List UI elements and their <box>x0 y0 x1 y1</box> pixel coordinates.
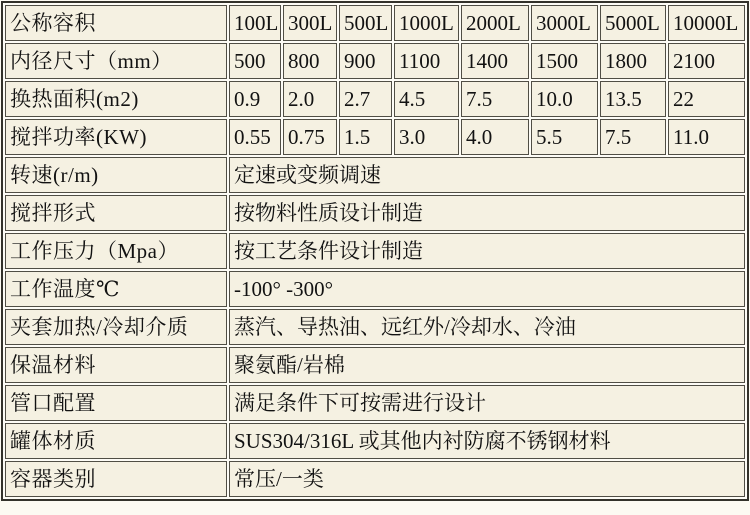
value-cell: 2.0 <box>283 81 337 117</box>
value-cell: 0.55 <box>229 119 281 155</box>
value-cell: 1500 <box>531 43 598 79</box>
row-label-cell: 夹套加热/冷却介质 <box>5 309 227 345</box>
value-cell: 7.5 <box>600 119 666 155</box>
table-row <box>5 157 745 193</box>
value-cell: 11.0 <box>668 119 745 155</box>
value-cell: 3000L <box>531 5 598 41</box>
table-row <box>5 195 745 231</box>
row-label-cell: 工作压力（Mpa） <box>5 233 227 269</box>
row-label-cell: 工作温度℃ <box>5 271 227 307</box>
row-label-cell: 保温材料 <box>5 347 227 383</box>
row-label-cell: 搅拌形式 <box>5 195 227 231</box>
row-label-cell: 容器类别 <box>5 461 227 497</box>
value-cell: 0.75 <box>283 119 337 155</box>
value-cell: 22 <box>668 81 745 117</box>
row-label-cell: 公称容积 <box>5 5 227 41</box>
value-cell: 800 <box>283 43 337 79</box>
value-cell: 10.0 <box>531 81 598 117</box>
value-cell: 300L <box>283 5 337 41</box>
value-cell: 7.5 <box>461 81 529 117</box>
table-row <box>5 43 745 79</box>
value-cell: 4.0 <box>461 119 529 155</box>
spec-table <box>1 1 749 501</box>
row-label-cell: 管口配置 <box>5 385 227 421</box>
value-cell: 100L <box>229 5 281 41</box>
table-row <box>5 271 745 307</box>
value-cell: 900 <box>339 43 392 79</box>
table-row <box>5 81 745 117</box>
row-label-cell: 换热面积(m2) <box>5 81 227 117</box>
row-label-cell: 罐体材质 <box>5 423 227 459</box>
value-cell: 500L <box>339 5 392 41</box>
value-cell: 1400 <box>461 43 529 79</box>
span-value-cell: 按物料性质设计制造 <box>229 195 745 231</box>
table-row <box>5 385 745 421</box>
table-row <box>5 5 745 41</box>
value-cell: 5.5 <box>531 119 598 155</box>
span-value-cell: 定速或变频调速 <box>229 157 745 193</box>
row-label-cell: 内径尺寸（mm） <box>5 43 227 79</box>
row-label-cell: 转速(r/m) <box>5 157 227 193</box>
value-cell: 5000L <box>600 5 666 41</box>
value-cell: 1.5 <box>339 119 392 155</box>
value-cell: 3.0 <box>394 119 459 155</box>
value-cell: 4.5 <box>394 81 459 117</box>
table-row <box>5 347 745 383</box>
span-value-cell: 聚氨酯/岩棉 <box>229 347 745 383</box>
value-cell: 2000L <box>461 5 529 41</box>
value-cell: 500 <box>229 43 281 79</box>
value-cell: 1800 <box>600 43 666 79</box>
table-row <box>5 119 745 155</box>
value-cell: 0.9 <box>229 81 281 117</box>
value-cell: 2100 <box>668 43 745 79</box>
spec-table-body <box>5 5 745 497</box>
table-row <box>5 309 745 345</box>
value-cell: 10000L <box>668 5 745 41</box>
value-cell: 1100 <box>394 43 459 79</box>
table-row <box>5 461 745 497</box>
span-value-cell: 满足条件下可按需进行设计 <box>229 385 745 421</box>
value-cell: 13.5 <box>600 81 666 117</box>
span-value-cell: 常压/一类 <box>229 461 745 497</box>
value-cell: 2.7 <box>339 81 392 117</box>
table-row <box>5 423 745 459</box>
value-cell: 1000L <box>394 5 459 41</box>
span-value-cell: 蒸汽、导热油、远红外/冷却水、冷油 <box>229 309 745 345</box>
span-value-cell: SUS304/316L 或其他内衬防腐不锈钢材料 <box>229 423 745 459</box>
span-value-cell: -100° -300° <box>229 271 745 307</box>
table-row <box>5 233 745 269</box>
span-value-cell: 按工艺条件设计制造 <box>229 233 745 269</box>
row-label-cell: 搅拌功率(KW) <box>5 119 227 155</box>
